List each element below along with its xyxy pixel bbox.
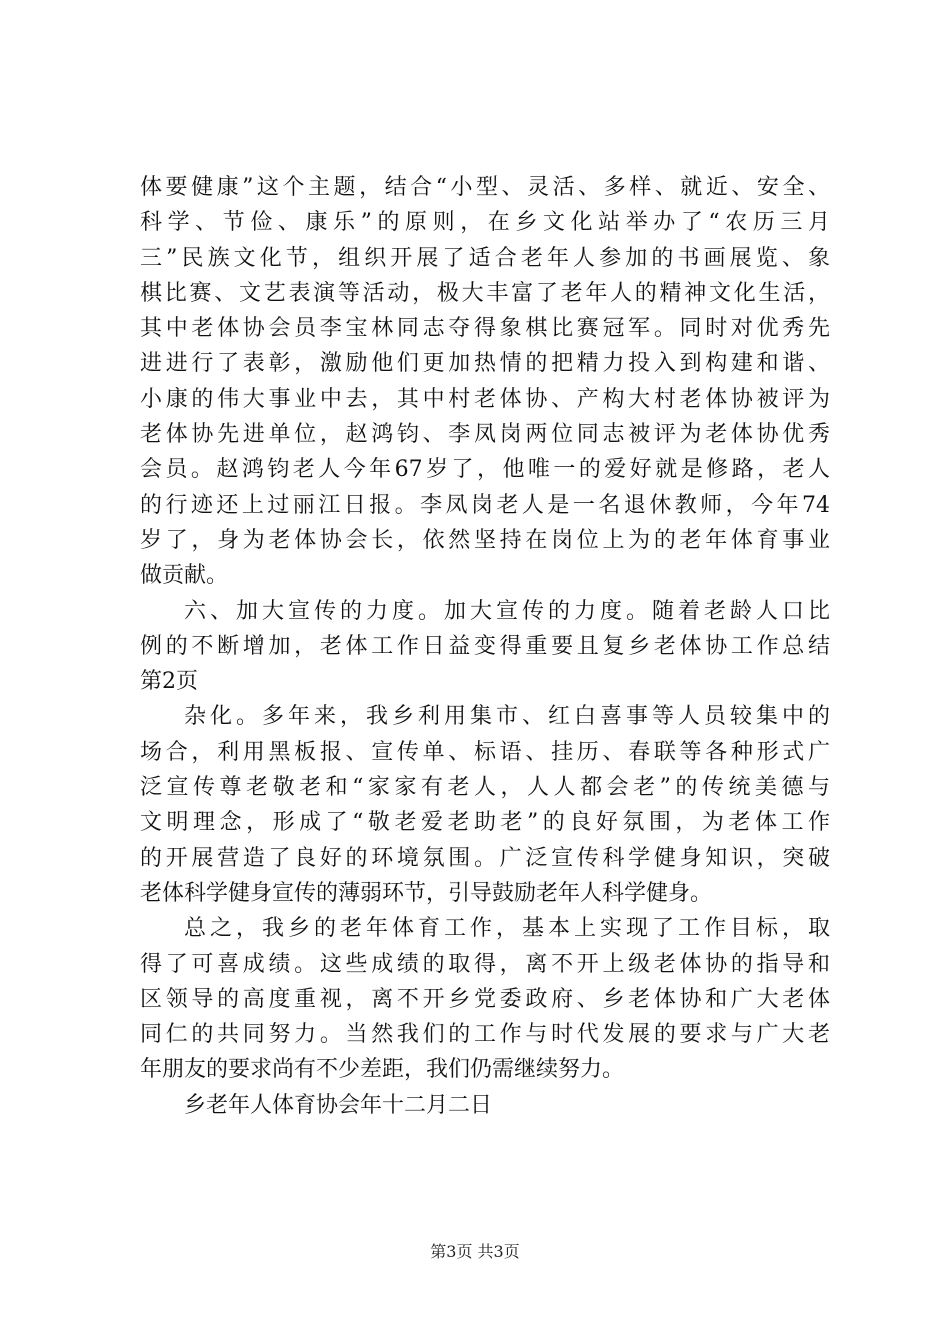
text-line: 的开展营造了良好的环境氛围。广泛宣传科学健身知识，突破: [140, 845, 830, 871]
text-line: 老体科学健身宣传的薄弱环节，引导鼓励老年人科学健身。: [140, 880, 713, 906]
text-line: 得了可喜成绩。这些成绩的取得，离不开上级老体协的指导和: [140, 951, 830, 977]
signature-line: 乡老年人体育协会年十二月二日: [184, 1092, 493, 1118]
text-line: 小康的伟大事业中去，其中村老体协、产构大村老体协被评为: [140, 386, 830, 412]
text-line: 年朋友的要求尚有不少差距，我们仍需继续努力。: [140, 1057, 625, 1083]
text-line: 第2页: [140, 669, 198, 695]
text-line: 六、加大宣传的力度。加大宣传的力度。随着老龄人口比: [184, 598, 830, 624]
text-line: 场合，利用黑板报、宣传单、标语、挂历、春联等各种形式广: [140, 739, 830, 765]
text-line: 棋比赛、文艺表演等活动，极大丰富了老年人的精神文化生活，: [140, 280, 830, 306]
text-line: 岁了，身为老体协会长，依然坚持在岗位上为的老年体育事业: [140, 527, 830, 553]
text-line: 杂化。多年来，我乡利用集市、红白喜事等人员较集中的: [184, 704, 830, 730]
text-line: 文明理念，形成了“敬老爱老助老”的良好氛围，为老体工作: [140, 810, 830, 836]
page-footer: 第3页 共3页: [430, 1242, 520, 1261]
text-line: 泛宣传尊老敬老和“家家有老人，人人都会老”的传统美德与: [140, 775, 830, 801]
text-line: 同仁的共同努力。当然我们的工作与时代发展的要求与广大老: [140, 1022, 830, 1048]
text-line: 体要健康”这个主题，结合“小型、灵活、多样、就近、安全、: [140, 175, 830, 200]
text-line: 区领导的高度重视，离不开乡党委政府、乡老体协和广大老体: [140, 986, 830, 1012]
text-line: 其中老体协会员李宝林同志夺得象棋比赛冠军。同时对优秀先: [140, 316, 830, 342]
text-line: 的行迹还上过丽江日报。李凤岗老人是一名退休教师，今年74: [140, 492, 830, 518]
text-line: 三”民族文化节，组织开展了适合老年人参加的书画展览、象: [140, 245, 830, 271]
text-line: 例的不断增加，老体工作日益变得重要且复乡老体协工作总结: [140, 633, 830, 659]
text-line: 会员。赵鸿钧老人今年67岁了，他唯一的爱好就是修路，老人: [140, 457, 830, 483]
text-line: 老体协先进单位，赵鸿钧、李凤岗两位同志被评为老体协优秀: [140, 422, 830, 448]
text-line: 科学、节俭、康乐”的原则，在乡文化站举办了“农历三月: [140, 210, 830, 236]
text-line: 进进行了表彰，激励他们更加热情的把精力投入到构建和谐、: [140, 351, 830, 377]
text-line: 总之，我乡的老年体育工作，基本上实现了工作目标，取: [184, 916, 830, 942]
text-line: 做贡献。: [140, 563, 229, 589]
document-body: [140, 170, 830, 1123]
